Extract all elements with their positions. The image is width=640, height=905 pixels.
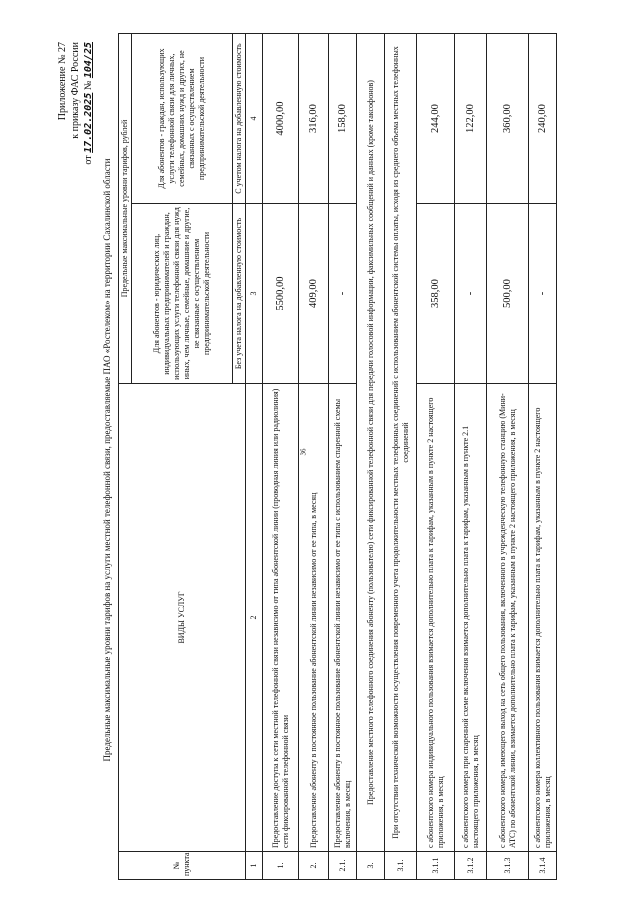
table-row	[357, 34, 385, 880]
header-with-vat: С учетом налога на добавленную стоимость	[233, 34, 246, 204]
header-legal: Для абонентов - юридических лиц, индивидуальных предпринимателей и граждан, использующих услуги телефонной связи для нужд иных, чем личные, семейные, домашние и другие, не связанные с осуществлением предпринимательской деятельности	[132, 204, 233, 384]
handwritten-number: 104/25	[83, 42, 94, 79]
page-number: 36	[299, 448, 308, 456]
table-row	[385, 34, 417, 880]
row-number: 2.1.	[329, 852, 357, 880]
row-number: 3.1.1	[417, 852, 455, 880]
row-value-with-vat: 316,00	[299, 34, 329, 204]
row-value-with-vat: 4000,00	[263, 34, 299, 204]
appendix-block	[56, 42, 95, 165]
row-number: 3.1.	[385, 852, 417, 880]
header-no-vat: Без учета налога на добавленную стоимость	[233, 204, 246, 384]
col-num-4: 4	[246, 34, 263, 204]
row-value-no-vat: 409,00	[299, 204, 329, 384]
header-num: № пункта	[119, 852, 246, 880]
header-services: ВИДЫ УСЛУГ	[119, 384, 246, 852]
row-value-no-vat: -	[329, 204, 357, 384]
row-value-with-vat: 122,00	[455, 34, 487, 204]
number-prefix: №	[83, 80, 94, 91]
row-service-text: Предоставление абоненту в постоянное пользование абонентской линии независимо от ее типа, в месяц	[299, 384, 329, 852]
row-number: 3.1.2	[455, 852, 487, 880]
row-value-no-vat: 358,00	[417, 204, 455, 384]
rotated-document	[40, 30, 620, 890]
row-service-text: с абонентского номера индивидуального пользования взимается дополнительно плата к тарифам, указанным в пункте 2 настоящего приложения, в месяц	[417, 384, 455, 852]
row-number: 3.1.4	[529, 852, 557, 880]
row-service-text: Предоставление доступа к сети местной телефонной связи независимо от типа абонентской линии (проводная линия или радиолиния) сети фиксированной телефонной связи	[263, 384, 299, 852]
tariff-table	[118, 33, 557, 880]
row-number: 3.1.3	[487, 852, 529, 880]
header-tariffs: Предельные максимальные уровни тарифов, рублей	[119, 34, 132, 384]
table-row	[329, 34, 357, 880]
row-section-text: Предоставление местного телефонного соединения абоненту (пользователю) сети фиксированной телефонной связи для передачи голосовой информации, факсимильных сообщений и данных (кроме таксофонов)	[357, 34, 385, 852]
row-service-text: Предоставление абоненту в постоянное пользование абонентской линии независимо от ее типа с использованием спаренной схемы включения, в месяц	[329, 384, 357, 852]
col-num-2: 2	[246, 384, 263, 852]
row-value-with-vat: 360,00	[487, 34, 529, 204]
row-value-with-vat: 244,00	[417, 34, 455, 204]
row-value-with-vat: 240,00	[529, 34, 557, 204]
table-row	[263, 34, 299, 880]
col-num-1: 1	[246, 852, 263, 880]
document-title: Предельные максимальные уровни тарифов на услуги местной телефонной связи, предоставляемые ПАО «Ростелеком» на территории Сахалинской области	[102, 158, 112, 762]
row-service-text: с абонентского номера коллективного пользования взимается дополнительно плата к тарифам, указанным в пункте 2 настоящего приложения, в месяц	[529, 384, 557, 852]
appendix-line2: к приказу ФАС России	[70, 42, 81, 139]
col-num-3: 3	[246, 204, 263, 384]
row-value-no-vat: 500,00	[487, 204, 529, 384]
header-citizens: Для абонентов - граждан, использующих услуги телефонной связи для личных, семейных, домашних нужд и других, не связанных с осуществлением предпринимательской деятельности	[132, 34, 233, 204]
table-row	[417, 34, 455, 880]
row-value-with-vat: 158,00	[329, 34, 357, 204]
row-service-text: с абонентского номера при спаренной схеме включения взимается дополнительно плата к тарифам, указанным в пункте 2.1 настоящего приложения, в месяц	[455, 384, 487, 852]
appendix-date-line	[82, 42, 95, 165]
row-number: 3.	[357, 852, 385, 880]
handwritten-date: 17.02.2025	[83, 92, 94, 153]
table-row	[529, 34, 557, 880]
table-row	[455, 34, 487, 880]
table-row	[299, 34, 329, 880]
date-prefix: от	[83, 155, 94, 165]
appendix-line1: Приложение № 27	[57, 42, 68, 121]
row-number: 1.	[263, 852, 299, 880]
row-number: 2.	[299, 852, 329, 880]
row-value-no-vat: -	[529, 204, 557, 384]
row-service-text: с абонентского номера, имеющего выход на сеть общего пользования, включенного в учрежденческую телефонную станцию (Мини-АТС) по абонентской линии, взимается дополнительно плата к тарифам, указанным в пункте 2 настоящего приложения, в месяц	[487, 384, 529, 852]
row-value-no-vat: 5500,00	[263, 204, 299, 384]
row-value-no-vat: -	[455, 204, 487, 384]
row-section-text: При отсутствии технической возможности осуществления повременного учета продолжительности местных телефонных соединений с использованием абонентской системы оплаты, исходя из среднего объема местных телефонных соединений	[385, 34, 417, 852]
table-row	[487, 34, 529, 880]
